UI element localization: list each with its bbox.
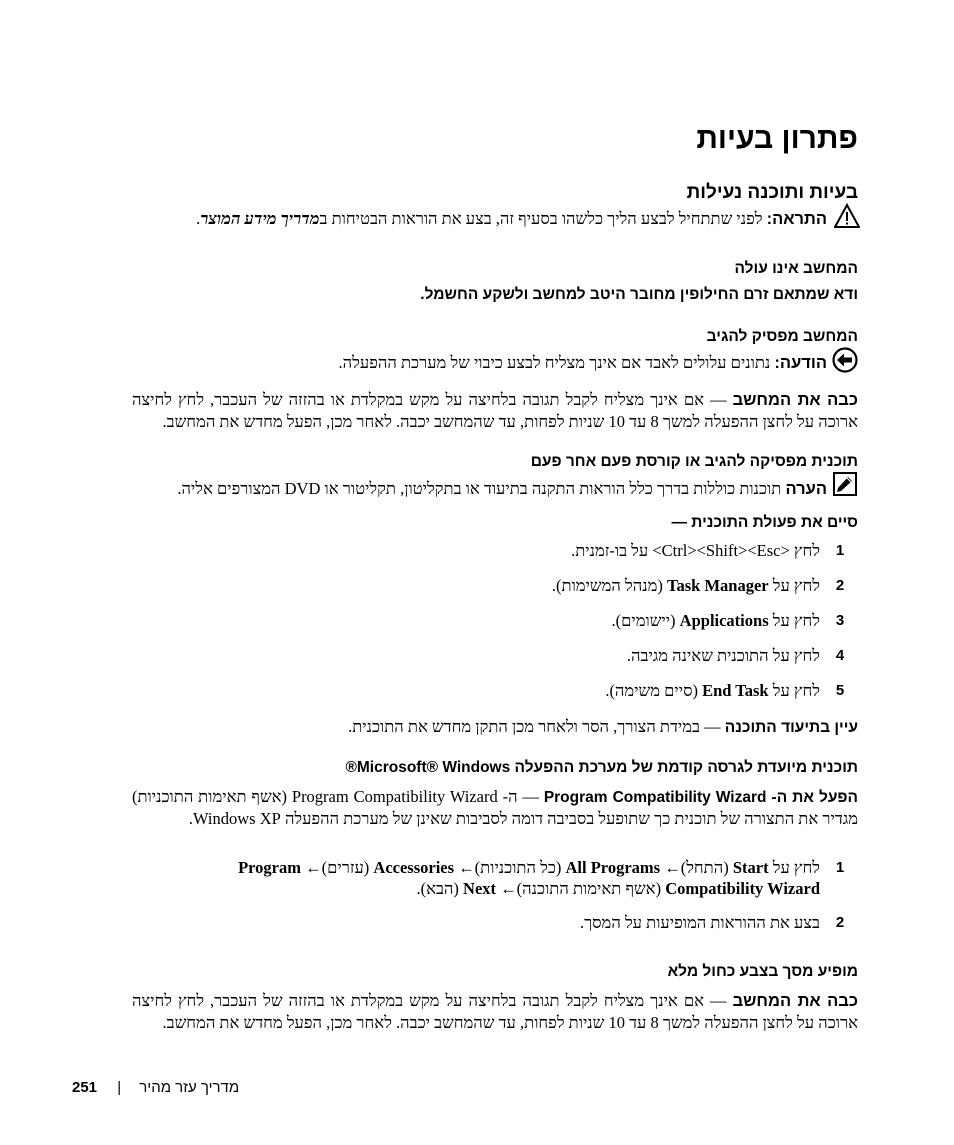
blue-screen-label: כבה את המחשב — [732, 992, 859, 1010]
compat-step-1 — [130, 857, 820, 899]
footer-guide-name: מדריך עזר מהיר — [139, 1079, 240, 1096]
compat-wizard-he: (אשף תאימות התוכנה)← — [496, 879, 666, 898]
compat-wizard-label: Compatibility Wizard — [665, 879, 820, 898]
page-number: 251 — [72, 1079, 98, 1096]
caution-text-end: . — [196, 209, 201, 228]
blue-screen-text: — אם אינך מצליח לקבל תגובה בלחיצה על מקש במקלדת או בהזזה של העכבר, לחץ לחיצה ארוכה על לחצן ההפעלה למשך 8 עד 10 שניות לפחות, עד שהמחשב יכבה. לאחר מכן, הפעל מחדש את המחשב. — [132, 991, 858, 1032]
warning-triangle-icon — [834, 203, 860, 229]
compat-label: הפעל את ה- Program Compatibility Wizard — [543, 789, 858, 806]
caution-text: לפני שתתחיל לבצע הליך כלשהו בסעיף זה, בצע את הוראות הבטיחות ב — [319, 209, 763, 228]
step-3-text — [611, 610, 820, 631]
step-2-bold: Task Manager — [666, 576, 769, 595]
older-program-heading: תוכנית מיועדת לגרסה קודמת של מערכת ההפעלה Microsoft® Windows® — [345, 759, 858, 776]
step-4-text — [627, 645, 820, 666]
end-program-heading: סיים את פעולת התוכנית — — [671, 514, 858, 531]
all-programs-he: (כל התוכניות)← — [454, 858, 566, 877]
page-title: פתרון בעיות — [696, 122, 858, 155]
step-number: 4 — [835, 647, 845, 664]
no-start-heading: המחשב אינו עולה — [734, 260, 858, 277]
step-4-pre: לחץ על התוכנית שאינה מגיבה. — [626, 646, 820, 665]
notice-paragraph — [339, 352, 827, 374]
compat-step-2: בצע את ההוראות המופיעות על המסך. — [579, 913, 820, 932]
step-number: 2 — [835, 914, 845, 931]
note-text: תוכנות כוללות בדרך כלל הוראות התקנה בתיעוד או בתקליטון, תקליטור או DVD המצורפים אליה. — [177, 479, 782, 498]
caution-label: התראה: — [766, 210, 827, 228]
accessories-he: (עזרים)← — [301, 858, 374, 877]
shutdown-text: — אם אינך מצליח לקבל תגובה בלחיצה על מקש במקלדת או בהזזה של העכבר, לחץ לחיצה ארוכה על לחצן ההפעלה למשך 8 עד 10 שניות לפחות, עד שהמחשב יכבה. לאחר מכן, הפעל מחדש את המחשב. — [132, 390, 858, 431]
step-number: 3 — [835, 612, 845, 629]
program-label: Program — [238, 858, 301, 877]
step-1-post: בו-זמנית. — [571, 541, 628, 560]
next-label: Next — [463, 879, 497, 898]
step-number: 1 — [835, 542, 845, 559]
step-5-pre: לחץ על — [768, 681, 820, 700]
blue-screen-paragraph — [132, 990, 858, 1033]
step-1-keys: <Ctrl><Shift><Esc> על — [627, 541, 790, 560]
documentation-paragraph — [348, 716, 858, 738]
step-number: 2 — [835, 577, 845, 594]
no-start-line: ודא שמתאם זרם החילופין מחובר היטב למחשב ולשקע החשמל. — [420, 286, 858, 303]
caution-paragraph — [87, 208, 827, 230]
note-label: הערה — [785, 480, 827, 498]
notice-icon — [832, 347, 858, 373]
step-5-text — [605, 680, 820, 701]
step-1-pre: לחץ — [789, 541, 820, 560]
footer-separator: | — [117, 1079, 122, 1096]
shutdown-label: כבה את המחשב — [732, 391, 859, 409]
notice-label: הודעה: — [774, 354, 827, 372]
step-5-bold: End Task — [702, 681, 769, 700]
compat-paragraph — [132, 786, 858, 829]
notice-text: נתונים עלולים לאבד אם אינך מצליח לבצע כיבוי של מערכת ההפעלה. — [338, 353, 771, 372]
step-3-post: (יישומים). — [611, 611, 680, 630]
step-3-pre: לחץ על — [768, 611, 820, 630]
compat-step-1-pre: לחץ על — [768, 858, 820, 877]
blue-screen-heading: מופיע מסך בצבע כחול מלא — [667, 963, 858, 980]
note-pencil-icon — [832, 471, 858, 497]
step-number: 5 — [835, 682, 845, 699]
step-2-text — [552, 575, 820, 596]
step-3-bold: Applications — [679, 611, 769, 630]
step-5-post: (סיים משימה). — [605, 681, 703, 700]
step-2-pre: לחץ על — [768, 576, 820, 595]
not-responding-heading: המחשב מפסיק להגיב — [706, 328, 858, 345]
step-number: 1 — [835, 859, 845, 876]
documentation-label: עיין בתיעוד התוכנה — [724, 719, 858, 736]
section-heading: בעיות ותוכנה נעילות — [686, 182, 858, 203]
start-menu-he: (התחל)← — [660, 858, 733, 877]
step-1-text — [571, 540, 820, 561]
documentation-text: — במידת הצורך, הסר ולאחר מכן התקן מחדש את התוכנית. — [348, 717, 725, 736]
all-programs-label: All Programs — [565, 858, 661, 877]
program-crash-heading: תוכנית מפסיקה להגיב או קורסת פעם אחר פעם — [530, 453, 858, 470]
start-menu-label: Start — [732, 858, 769, 877]
shutdown-paragraph — [132, 389, 858, 432]
caution-emphasis: מדריך מידע המוצר — [200, 209, 320, 228]
footer — [72, 1079, 239, 1096]
note-paragraph — [177, 478, 827, 500]
step-2-post: (מנהל המשימות). — [551, 576, 667, 595]
accessories-label: Accessories — [373, 858, 455, 877]
next-he: (הבא). — [416, 879, 464, 898]
compat-text: — ה- Program Compatibility Wizard (אשף תאימות התוכניות) מגדיר את התצורה של תוכנית כך שתופעל בסביבה דומה לסביבות שאינן של מערכת ההפעלה Windows XP. — [132, 787, 858, 828]
